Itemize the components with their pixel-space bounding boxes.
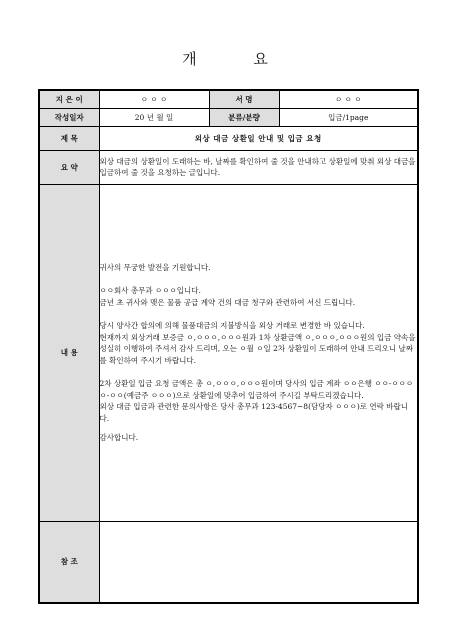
content-label: 내 용 [39, 184, 99, 521]
subject-label: 제 목 [39, 126, 99, 150]
reference-label: 참 조 [39, 521, 99, 603]
content-row [39, 184, 418, 521]
reference-row [39, 521, 418, 603]
content-paragraph-greeting: 귀사의 무궁한 발전을 기원합니다. [99, 262, 211, 272]
content-body[interactable] [99, 184, 418, 521]
content-paragraph-request: 2차 상환일 입금 요청 금액은 총 ㅇ,ㅇㅇㅇ,ㅇㅇㅇ원이며 당사의 입금 계좌 ㅇㅇ은행 ㅇㅇ-ㅇㅇㅇㅇ-ㅇㅇ(예금주 ㅇㅇㅇ)으로 상환일에 맞추어 입금하여 주시길 부탁드리겠습니다. [99, 379, 414, 400]
content-paragraph-background: 당시 양사간 합의에 의해 물품대금의 지불방식을 외상 거래로 변경한 바 있습니다. [99, 321, 365, 330]
summary-label: 요 약 [39, 150, 99, 184]
category-value[interactable]: 입금/1page [279, 108, 418, 126]
subject-row [39, 126, 418, 150]
author-row [39, 90, 418, 108]
content-paragraph-status: 현재까지 외상거래 보증금 ㅇ,ㅇㅇㅇ,ㅇㅇㅇ원과 1차 상환금액 ㅇ,ㅇㅇㅇ,ㅇㅇㅇ원의 입금 약속을 성실히 이행하여 주셔서 감사 드리며, 오는 ㅇ월 ㅇ일 2차 상환일이 도래하여 안내 드리오니 날짜를 확인하여 주시기 바랍니다. [99, 332, 418, 365]
category-label: 분류/분량 [209, 108, 279, 126]
content-paragraph-contact: 외상 대금 입금과 관련한 문의사항은 당사 총무과 123-4567~8(담당자 ㅇㅇㅇ)로 연락 바랍니다. [99, 402, 409, 423]
date-value[interactable]: 20 년 월 일 [99, 108, 209, 126]
date-row [39, 108, 418, 126]
subject-value[interactable]: 외상 대금 상환일 안내 및 입금 요청 [99, 126, 418, 150]
content-paragraph-closing: 감사합니다. [99, 433, 139, 442]
author-label: 지 은 이 [39, 90, 99, 108]
content-paragraph-intro: ㅇㅇ회사 총무과 ㅇㅇㅇ입니다. [99, 286, 201, 295]
reference-value[interactable] [99, 521, 418, 603]
name-value[interactable]: ㅇ ㅇ ㅇ [279, 90, 418, 108]
document-title: 개 요 [182, 50, 294, 68]
summary-text[interactable]: 외상 대금의 상환일이 도래하는 바, 날짜를 확인하여 줄 것을 안내하고 상환일에 맞춰 외상 대금을 입금하여 줄 것을 요청하는 글입니다. [99, 150, 418, 184]
overview-form-table [38, 89, 419, 604]
summary-row [39, 150, 418, 184]
date-label: 작성일자 [39, 108, 99, 126]
content-paragraph-purpose: 금년 초 귀사와 맺은 물품 공급 계약 건의 대금 청구와 관련하여 서신 드립니다. [99, 297, 356, 307]
author-value[interactable]: ㅇ ㅇ ㅇ [99, 90, 209, 108]
name-label: 서 명 [209, 90, 279, 108]
